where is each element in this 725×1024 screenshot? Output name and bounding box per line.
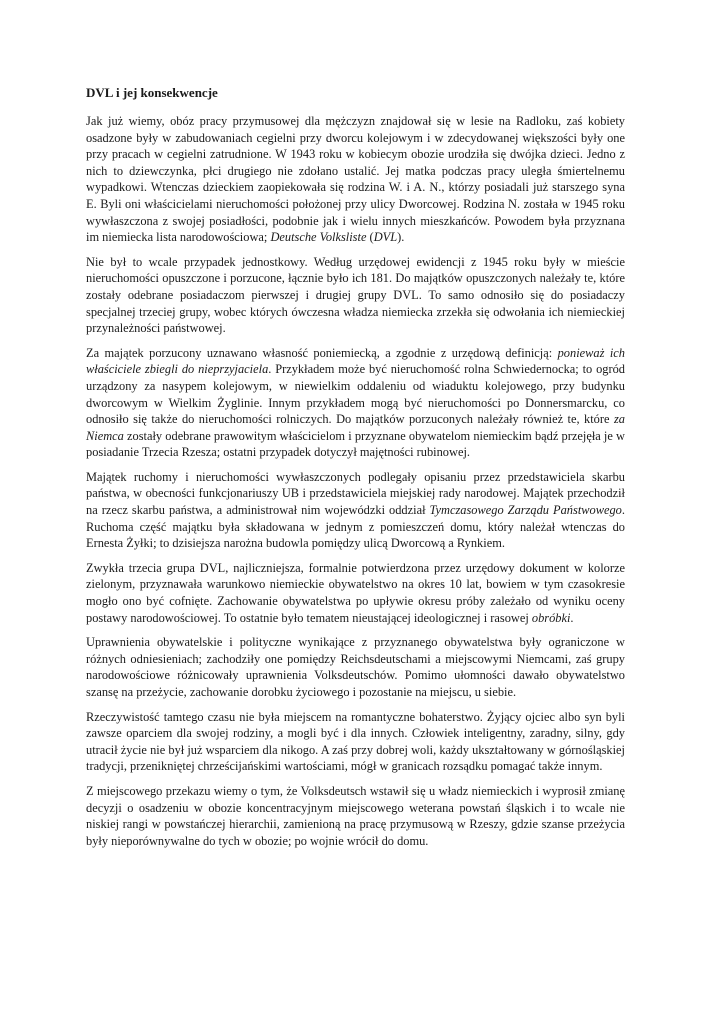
text-run: ).: [397, 230, 405, 245]
section-title: DVL i jej konsekwencje: [86, 85, 218, 100]
text-run: Majątek ruchomy i nieruchomości wywłaszczonych podlegały opisaniu przez przedstawiciela skarbu państwa, w obecności funkcjonariuszy UB i przedstawiciela miejskiej rady narodowej. Majątek przechodził na rzecz skarbu państwa, a administrował nim wojewódzki oddział: [86, 469, 625, 518]
text-run: Za majątek porzucony uznawano własność poniemiecką, a zgodnie z urzędową definicją:: [86, 345, 558, 360]
paragraph: [86, 254, 625, 337]
italic-text: DVL: [373, 230, 398, 245]
text-run: Zwykła trzecia grupa DVL, najliczniejsza, formalnie potwierdzona przez urzędowy dokument w kolorze zielonym, przyznawała warunkowo niemieckie obywatelstwo na okres 10 lat, bowiem w tym czasokresie mogło ono być cofnięte. Zachowanie obywatelstwa po upływie okresu próby zależało od wyniku oceny postawy narodowościowej. To ostatnie było tematem nieustającej ideologicznej i rasowej: [86, 560, 625, 625]
paragraph: [86, 783, 625, 849]
text-run: .: [570, 610, 574, 625]
text-run: Uprawnienia obywatelskie i polityczne wynikające z przyznanego obywatelstwa były ograniczone w różnych odniesieniach; zachodziły one pomiędzy Reichsdeutschami a miejscowymi Niemcami, zaś grupy narodowościowe różnicowały uprawnienia Volksdeutschów. Pomimo ułomności dawało obywatelstwo szansę na przeżycie, zachowanie dorobku życiowego i pozostanie na miejscu, u siebie.: [86, 635, 625, 699]
italic-text: za Niemca: [86, 412, 625, 443]
italic-text: ponieważ ich właściciele zbiegli do nieprzyjaciela: [86, 345, 625, 377]
text-run: (: [366, 230, 374, 245]
body-text: [86, 113, 625, 849]
text-run: Nie był to wcale przypadek jednostkowy. Według urzędowej ewidencji z 1945 roku były w mieście nieruchomości opuszczone i porzucone, łącznie było ich 181. Do majątków opuszczonych należały te, które zostały odebrane posiadaczom pierwszej i drugiej grupy DVL. To samo odnosiło się do posiadaczy specjalnej trzeciej grupy, wobec których ówczesna władza niemiecka zrzekła się odwołania ich niemieckiej przynależności państwowej.: [86, 254, 625, 336]
text-run: Rzeczywistość tamtego czasu nie była miejscem na romantyczne bohaterstwo. Żyjący ojciec albo syn byli zawsze oparciem dla swojej rodziny, a mogli być i dla innych. Człowiek inteligentny, zaradny, silny, gdy utracił życie nie był już wsparciem dla nikogo. A zaś przy dobrej woli, każdy ukształtowany w górnośląskiej tradycji, przenikniętej chrześcijańskimi wartościami, mógł w granicach rozsądku pomagać także innym.: [86, 709, 625, 774]
paragraph: [86, 469, 625, 552]
paragraph: [86, 709, 625, 775]
paragraph: [86, 560, 625, 626]
text-run: Z miejscowego przekazu wiemy o tym, że Volksdeutsch wstawił się u władz niemieckich i wyprosił zmianę decyzji o osadzeniu w obozie koncentracyjnym miejscowego weterana powstań śląskich i to wcale nie niskiej rangi w powstańczej hierarchii, zamienioną na pracę przymusową w Rzeszy, gdzie szanse przeżycia były nieporównywalne do tych w obozie; po wojnie wrócił do domu.: [86, 783, 625, 848]
text-run: . Ruchoma część majątku była składowana w jednym z pomieszczeń domu, który należał wtenczas do Ernesta Żyłki; to dzisiejsza narożna budowla pomiędzy ulicą Dworcową a Rynkiem.: [86, 503, 625, 551]
text-run: zostały odebrane prawowitym właścicielom i przyznane obywatelom niemieckim bądź przejęła je w posiadanie Trzecia Rzesza; ostatni przypadek dotyczył majętności rubinowej.: [86, 428, 625, 460]
text-run: Jak już wiemy, obóz pracy przymusowej dla mężczyzn znajdował się w lesie na Radloku, zaś kobiety osadzone były w zabudowaniach cegielni przy dworcu kolejowym i w zdecydowanej większości były one przy pracach w cegielni zatrudnione. W 1943 roku w kobiecym obozie urodziła się dwójka dzieci. Jedno z nich to dziewczynka, płci drugiego nie zdołano ustalić. Jej matka podczas pracy uległa śmiertelnemu wypadkowi. Wtenczas dzieckiem zaopiekowała się rodzina W. i A. N., którzy posiadali już starszego syna E. Byli oni właścicielami nieruchomości położonej przy ulicy Dworcowej. Rodzina N. została w 1945 roku wywłaszczona z swojej posiadłości, podobnie jak i wielu innych mieszkańców. Powodem była przyznana im niemiecka lista narodowościowa;: [86, 114, 625, 245]
paragraph: [86, 345, 625, 461]
italic-text: obróbki: [531, 610, 571, 625]
paragraph: [86, 113, 625, 246]
italic-text: Deutsche Volksliste: [270, 230, 367, 245]
italic-text: Tymczasowego Zarządu Państwowego: [429, 503, 622, 518]
paragraph: [86, 634, 625, 700]
text-run: . Przykładem może być nieruchomość rolna Schwiedernocka; to ogród urządzony za nasypem kolejowym, w niewielkim oddaleniu od wiaduktu kolejowego, przy budynku dworcowym w Wielkim Żyglinie. Innym przykładem mogą być nieruchomości po Donnersmarcku, co odnosiło się także do nieruchomości rolniczych. Do majątków porzuconych należały również te, które: [86, 362, 625, 427]
